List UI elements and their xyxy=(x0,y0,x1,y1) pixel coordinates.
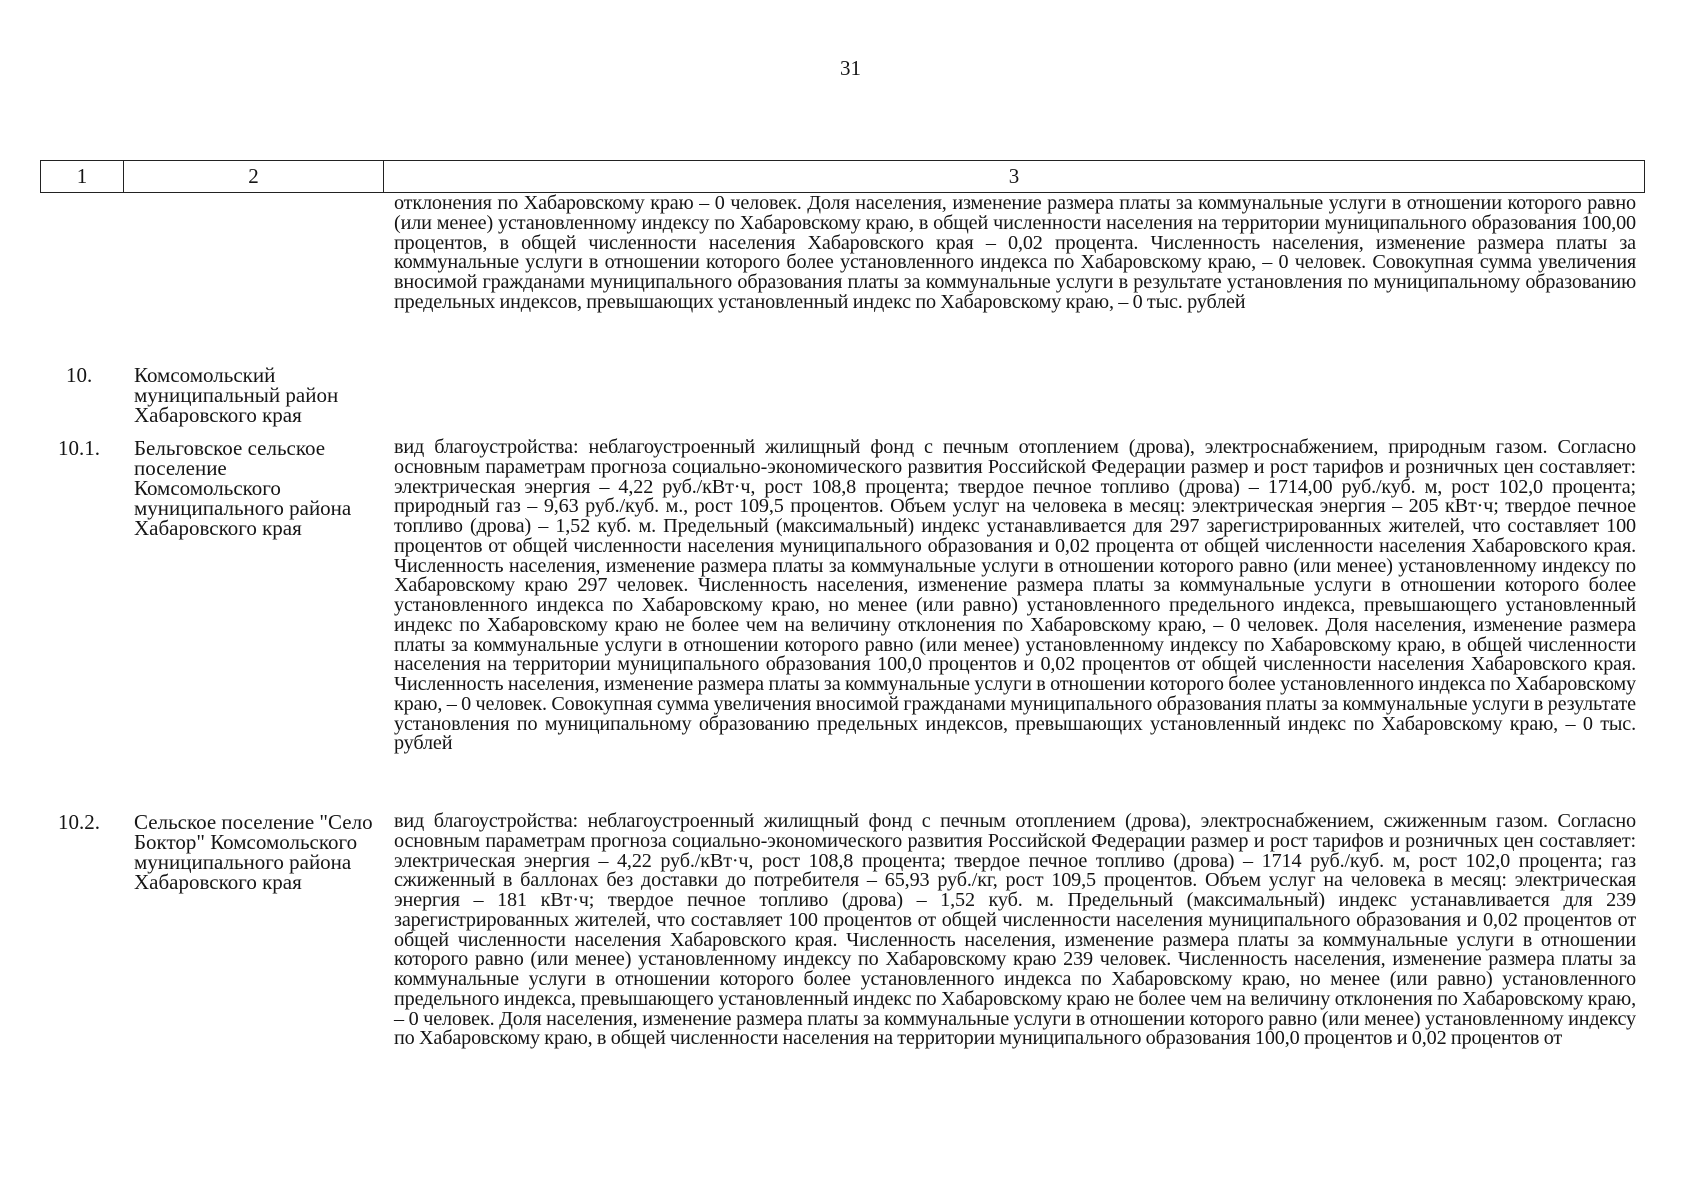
page-number: 31 xyxy=(840,56,861,80)
header-col-1: 1 xyxy=(41,161,124,192)
header-col-3: 3 xyxy=(1008,164,1020,188)
row-name: Сельское поселение "Село Боктор" Комсомольского муниципального района Хабаровского края xyxy=(134,810,373,894)
table-header xyxy=(40,160,1645,193)
row-name: Комсомольский муниципальный район Хабаровского края xyxy=(134,363,339,427)
row-name: Бельговское сельское поселение Комсомольского муниципального района Хабаровского края xyxy=(134,436,352,540)
row-text: отклонения по Хабаровскому краю – 0 человек. Доля населения, изменение размера платы за коммунальные услуги в отношении которого равно (или менее) установленному индексу по Хабаровскому краю, в общей численности населения на территории муниципального образования 100,00 процентов, в общей численности населения Хабаровского края – 0,02 процента. Численность населения, изменение размера платы за коммунальные услуги в отношении которого более установленного индекса по Хабаровскому краю, – 0 человек. Совокупная сумма увеличения вносимой гражданами муниципального образования платы за коммунальные услуги в результате установления по муниципальному образованию предельных индексов, превышающих установленный индекс по Хабаровскому краю, – 0 тыс. рублей xyxy=(394,192,1636,313)
header-col-2: 2 xyxy=(124,161,384,192)
row-number: 10. xyxy=(66,363,93,387)
row-text: вид благоустройства: неблагоустроенный жилищный фонд с печным отоплением (дрова), электроснабжением, сжиженным газом. Согласно основным параметрам прогноза социально-экономического развития Российской Федерации размер и рост тарифов и розничных цен составляет: электрическая энергия – 4,22 руб./кВт·ч, рост 108,8 процента; твердое печное топливо (дрова) – 1714 руб./куб. м, рост 102,0 процента; газ сжиженный в баллонах без доставки до потребителя – 65,93 руб./кг, рост 109,5 процентов. Объем услуг на человека в месяц: электрическая энергия – 181 кВт·ч; твердое печное топливо (дрова) – 1,52 куб. м. Предельный (максимальный) индекс устанавливается для 239 зарегистрированных жителей, что составляет 100 процентов от общей численности населения муниципального образования и 0,02 процентов от общей численности населения Хабаровского края. Численность населения, изменение размера платы за коммунальные услуги в отношении которого равно (или менее) установленному индексу по Хабаровскому краю 239 человек. Численность населения, изменение размера платы за коммунальные услуги в отношении которого более установленного индекса по Хабаровскому краю, но менее (или равно) установленного предельного индекса, превышающего установленный индекс по Хабаровскому краю не более чем на величину отклонения по Хабаровскому краю, – 0 человек. Доля населения, изменение размера платы за коммунальные услуги в отношении которого равно (или менее) установленному индексу по Хабаровскому краю, в общей численности населения на территории муниципального образования 100,0 процентов и 0,02 процентов от xyxy=(394,810,1636,1050)
row-text: вид благоустройства: неблагоустроенный жилищный фонд с печным отоплением (дрова), электроснабжением, природным газом. Согласно основным параметрам прогноза социально-экономического развития Российской Федерации размер и рост тарифов и розничных цен составляет: электрическая энергия – 4,22 руб./кВт·ч, рост 108,8 процента; твердое печное топливо (дрова) – 1714,00 руб./куб. м, рост 102,0 процента; природный газ – 9,63 руб./куб. м., рост 109,5 процентов. Объем услуг на человека в месяц: электрическая энергия – 205 кВт·ч; твердое печное топливо (дрова) – 1,52 куб. м. Предельный (максимальный) индекс устанавливается для 297 зарегистрированных жителей, что составляет 100 процентов от общей численности населения муниципального образования и 0,02 процента от общей численности населения Хабаровского края. Численность населения, изменение размера платы за коммунальные услуги в отношении которого равно (или менее) установленному индексу по Хабаровскому краю 297 человек. Численность населения, изменение размера платы за коммунальные услуги в отношении которого более установленного индекса по Хабаровскому краю, но менее (или равно) установленного предельного индекса, превышающего установленный индекс по Хабаровскому краю не более чем на величину отклонения по Хабаровскому краю, – 0 человек. Доля населения, изменение размера платы за коммунальные услуги в отношении которого равно (или менее) установленному индексу по Хабаровскому краю, в общей численности населения на территории муниципального образования 100,0 процентов и 0,02 процентов от общей численности населения Хабаровского края. Численность населения, изменение размера платы за коммунальные услуги в отношении которого более установленного индекса по Хабаровскому краю, – 0 человек. Совокупная сумма увеличения вносимой гражданами муниципального образования платы за коммунальные услуги в результате установления по муниципальному образованию предельных индексов, превышающих установленный индекс по Хабаровскому краю, – 0 тыс. рублей xyxy=(394,436,1636,755)
row-number: 10.1. xyxy=(58,436,100,460)
row-number: 10.2. xyxy=(58,810,100,834)
